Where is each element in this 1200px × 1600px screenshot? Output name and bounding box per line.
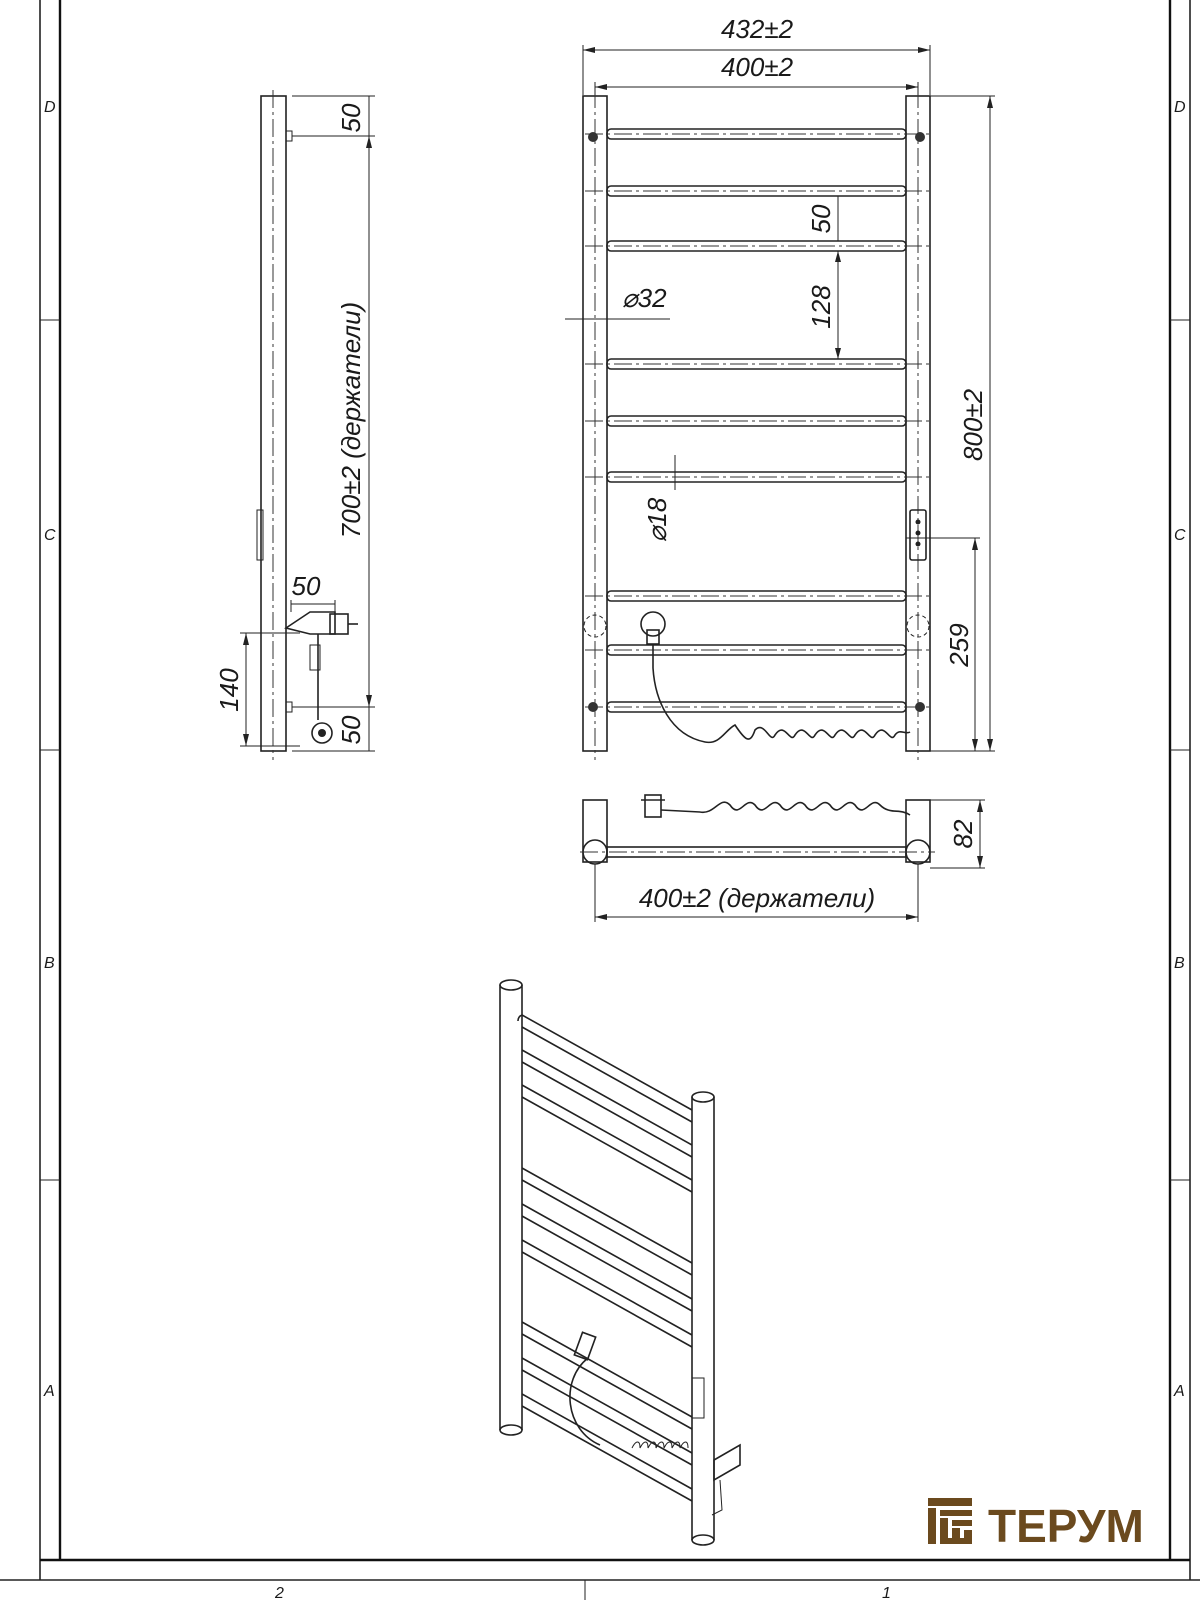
- zone-label-left-d: D: [44, 99, 56, 116]
- isometric-view: [500, 980, 740, 1545]
- dim-side-control-depth: 50: [291, 571, 321, 601]
- front-view: [583, 90, 930, 760]
- dim-bar-diameter: ⌀18: [642, 497, 672, 543]
- screw-icon: [915, 702, 925, 712]
- isometric-bars: [518, 1015, 692, 1501]
- zone-label-right-d: D: [1174, 99, 1186, 116]
- screw-icon: [588, 702, 598, 712]
- dim-bar-gap-small: 50: [806, 204, 836, 234]
- screw-icon: [588, 132, 598, 142]
- zone-label-left-c: C: [44, 527, 56, 544]
- dim-side-top-offset: 50: [336, 103, 366, 133]
- isometric-bracket-icon: [714, 1445, 740, 1480]
- top-view: [580, 795, 935, 864]
- top-view-plug-icon: [641, 795, 700, 817]
- wall-bracket-icon: [286, 612, 335, 634]
- dim-side-cord-height: 140: [214, 668, 244, 712]
- zone-label-left-a: A: [44, 1383, 55, 1400]
- terum-logo-icon: [928, 1498, 972, 1544]
- dim-post-diameter: ⌀32: [622, 283, 667, 313]
- coiled-cord: [653, 668, 910, 742]
- power-plug-icon: [641, 612, 665, 668]
- isometric-control-unit-icon: [692, 1378, 704, 1418]
- zone-label-right-c: C: [1174, 527, 1186, 544]
- zone-label-left-b: B: [44, 955, 55, 972]
- dim-total-width: 432±2: [720, 14, 794, 44]
- isometric-plug-icon: [570, 1332, 600, 1445]
- zone-label-bottom-2: 2: [275, 1585, 284, 1600]
- zone-label-right-a: A: [1174, 1383, 1185, 1400]
- screw-icon: [915, 132, 925, 142]
- dim-top-depth: 82: [948, 819, 978, 849]
- control-unit-icon: [910, 510, 926, 560]
- zone-label-bottom-1: 1: [882, 1585, 891, 1600]
- dim-top-holders: 400±2 (держатели): [638, 883, 876, 913]
- dim-bar-gap-large: 128: [806, 285, 836, 329]
- side-plug-icon: [330, 614, 348, 634]
- dim-inner-width: 400±2: [720, 52, 794, 82]
- dim-front-height: 800±2: [958, 388, 988, 462]
- brand-logo: [928, 1498, 1144, 1552]
- front-view-centerlines: [585, 90, 930, 760]
- zone-label-right-b: B: [1174, 955, 1185, 972]
- top-view-coiled-cord: [700, 802, 910, 815]
- dim-control-height: 259: [944, 623, 974, 667]
- brand-name: ТЕРУМ: [988, 1500, 1144, 1552]
- dim-side-holder-span: 700±2 (держатели): [336, 301, 366, 539]
- dim-side-bottom-offset: 50: [336, 715, 366, 745]
